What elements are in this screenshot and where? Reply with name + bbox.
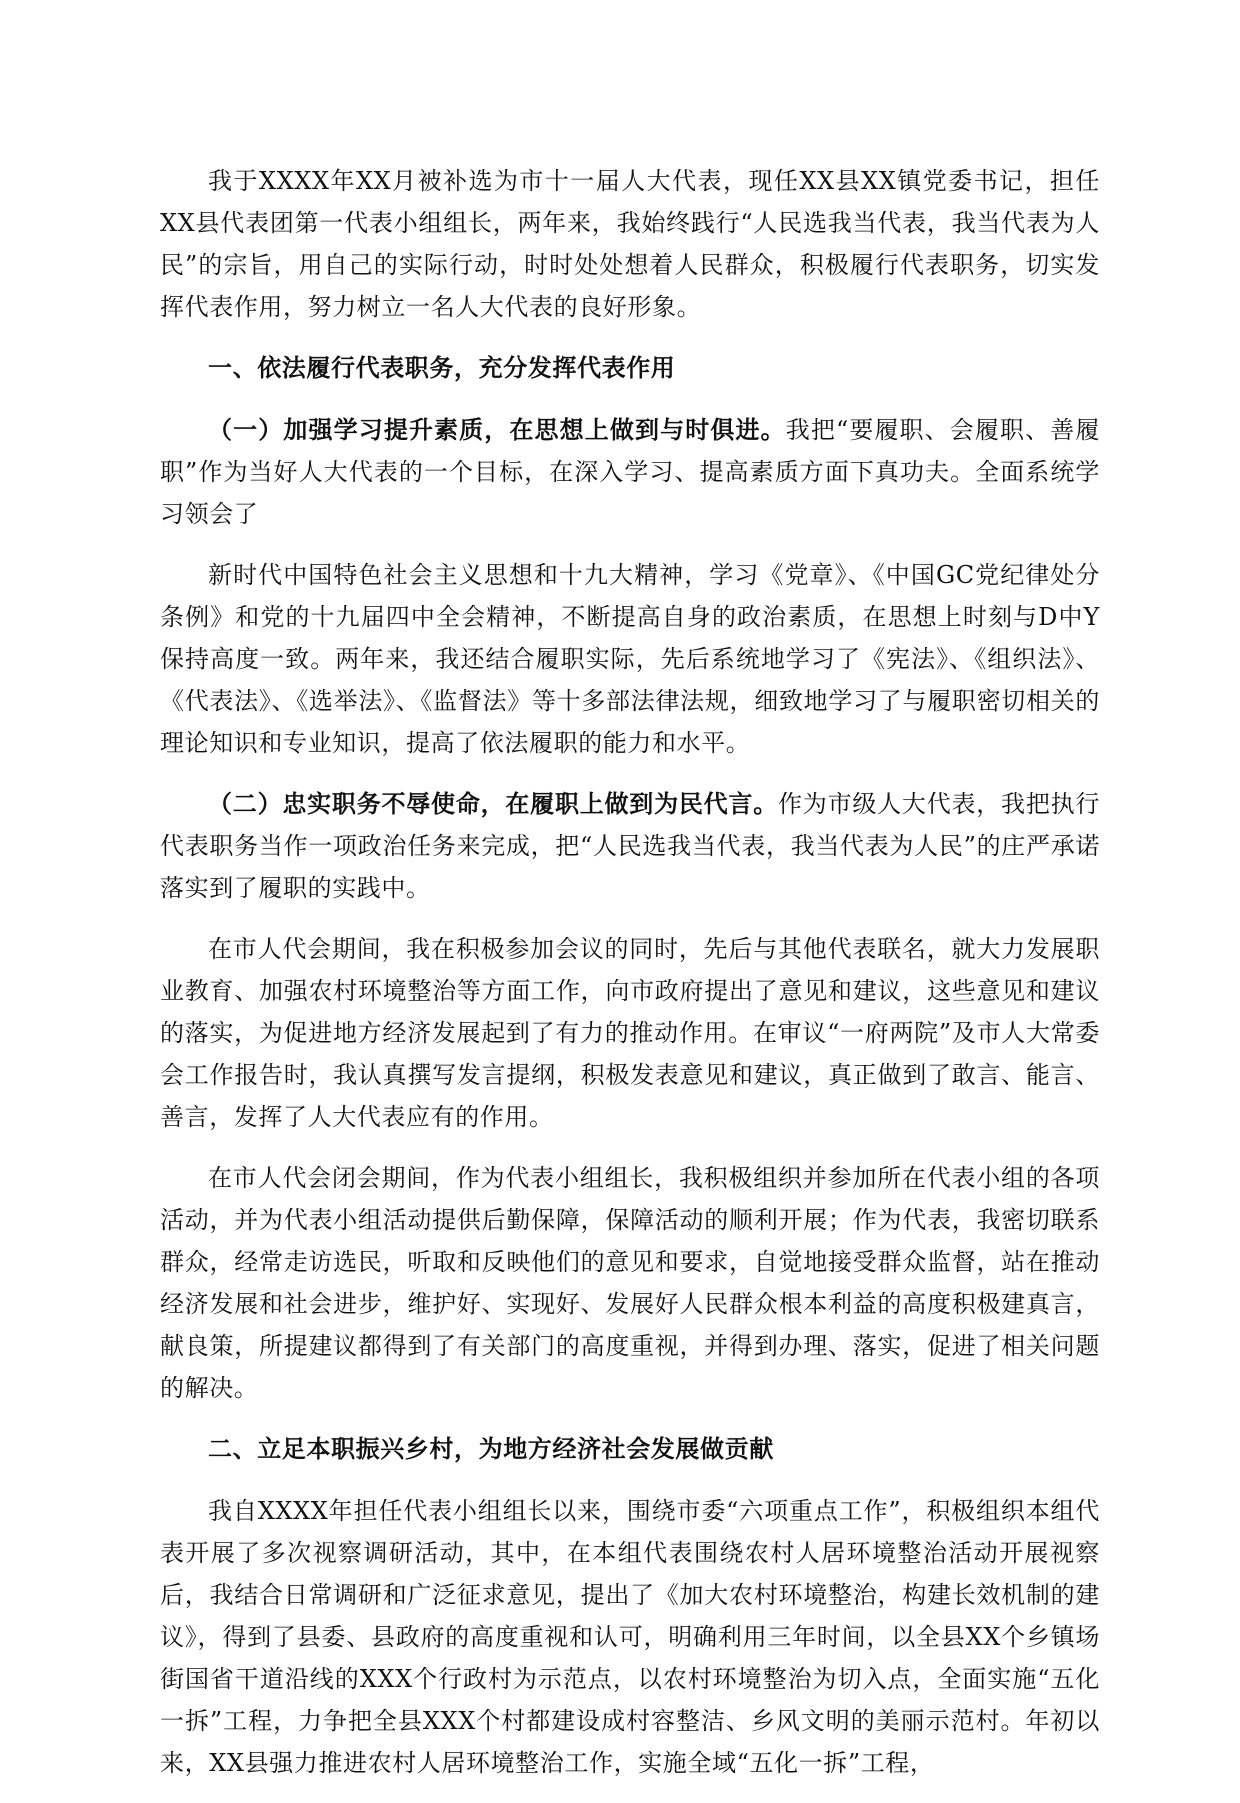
- subsection-2-lead: （二）忠实职务不辱使命，在履职上做到为民代言。: [208, 790, 778, 818]
- section-2-heading: 二、立足本职振兴乡村，为地方经济社会发展做贡献: [208, 1435, 774, 1463]
- section-2-paragraph-1: 我自XXXX年担任代表小组组长以来，围绕市委“六项重点工作”，积极组织本组代表开展了多次视察调研活动，其中，在本组代表围绕农村人居环境整治活动开展视察后，我结合日常调研和广泛征求意见，提出了《加大农村环境整治，构建长效机制的建议》，得到了县委、县政府的高度重视和认可，明确利用三年时间，以全县XX个乡镇场街国省干道沿线的XXX个行政村为示范点，以农村环境整治为切入点，全面实施“五化一拆”工程，力争把全县XXX个村都建设成村容整洁、乡风文明的美丽示范村。年初以来，XX县强力推进农村人居环境整治工作，实施全域“五化一拆”工程，: [160, 1497, 1100, 1777]
- section-1-paragraph-4: 在市人代会期间，我在积极参加会议的同时，先后与其他代表联名，就大力发展职业教育、加强农村环境整治等方面工作，向市政府提出了意见和建议，这些意见和建议的落实，为促进地方经济发展起到了有力的推动作用。在审议“一府两院”及市人大常委会工作报告时，我认真撰写发言提纲，积极发表意见和建议，真正做到了敢言、能言、善言，发挥了人大代表应有的作用。: [160, 935, 1100, 1131]
- document-body: [160, 160, 1100, 1803]
- section-1-paragraph-2: 新时代中国特色社会主义思想和十九大精神，学习《党章》、《中国GC党纪律处分条例》和党的十九届四中全会精神，不断提高自身的政治素质，在思想上时刻与D中Y保持高度一致。两年来，我还结合履职实际，先后系统地学习了《宪法》、《组织法》、《代表法》、《选举法》、《监督法》等十多部法律法规，细致地学习了与履职密切相关的理论知识和专业知识，提高了依法履职的能力和水平。: [160, 561, 1100, 757]
- intro-paragraph: 我于XXXX年XX月被补选为市十一届人大代表，现任XX县XX镇党委书记，担任XX县代表团第一代表小组组长，两年来，我始终践行“人民选我当代表，我当代表为人民”的宗旨，用自己的实际行动，时时处处想着人民群众，积极履行代表职务，切实发挥代表作用，努力树立一名人大代表的良好形象。: [160, 167, 1100, 321]
- section-1-heading: 一、依法履行代表职务，充分发挥代表作用: [208, 354, 676, 382]
- section-1-paragraph-5: 在市人代会闭会期间，作为代表小组组长，我积极组织并参加所在代表小组的各项活动，并为代表小组活动提供后勤保障，保障活动的顺利开展；作为代表，我密切联系群众，经常走访选民，听取和反映他们的意见和要求，自觉地接受群众监督，站在推动经济发展和社会进步，维护好、实现好、发展好人民群众根本利益的高度积极建真言，献良策，所提建议都得到了有关部门的高度重视，并得到办理、落实，促进了相关问题的解决。: [160, 1164, 1100, 1402]
- subsection-2-text: 作为市级人大代表，我把执行代表职务当作一项政治任务来完成，把“人民选我当代表，我当代表为人民”的庄严承诺落实到了履职的实践中。: [160, 790, 1100, 902]
- section-1-subsection-1-paragraph: [160, 409, 1100, 535]
- subsection-1-lead: （一）加强学习提升素质，在思想上做到与时俱进。: [208, 416, 786, 444]
- section-1-subsection-2-paragraph: [160, 783, 1100, 909]
- subsection-1-text: 我把“要履职、会履职、善履职”作为当好人大代表的一个目标，在深入学习、提高素质方面下真功夫。全面系统学习领会了: [160, 416, 1100, 528]
